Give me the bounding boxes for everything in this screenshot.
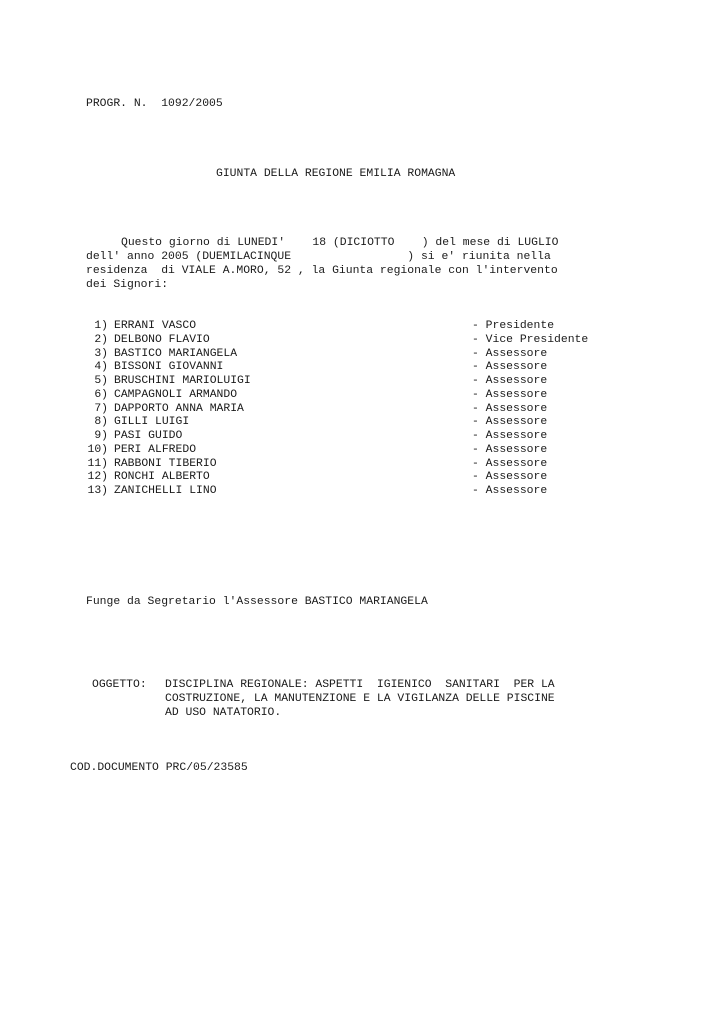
member-row [0, 416, 724, 430]
member-number: 8) [94, 416, 108, 429]
member-row [0, 375, 724, 389]
member-role: - Assessore [472, 375, 548, 387]
member-role: - Assessore [472, 416, 548, 429]
member-name: PERI ALFREDO [114, 443, 197, 456]
member-row [0, 444, 724, 458]
subject-label: OGGETTO: [92, 679, 147, 691]
intro-line-4: dei Signori: [86, 279, 169, 291]
member-name: RONCHI ALBERTO [114, 471, 210, 484]
member-role: - Assessore [472, 361, 548, 374]
member-role: - Presidente [472, 320, 555, 332]
member-row [0, 485, 724, 499]
subject-line-2: COSTRUZIONE, LA MANUTENZIONE E LA VIGILANZA DELLE PISCINE [165, 693, 555, 705]
document-code: COD.DOCUMENTO PRC/05/23585 [70, 762, 248, 774]
member-name: PASI GUIDO [114, 430, 183, 442]
member-number: 6) [94, 388, 108, 401]
secretary-line: Funge da Segretario l'Assessore BASTICO MARIANGELA [86, 596, 428, 608]
member-name: CAMPAGNOLI ARMANDO [114, 388, 238, 401]
member-role: - Assessore [472, 430, 548, 442]
progr-number: PROGR. N. 1092/2005 [86, 98, 223, 110]
member-number: 4) [94, 361, 108, 374]
member-name: GILLI LUIGI [114, 416, 190, 429]
subject-line-3: AD USO NATATORIO. [165, 707, 282, 719]
member-role: - Assessore [472, 471, 548, 484]
member-number: 1) [94, 320, 108, 332]
member-row [0, 320, 724, 334]
member-row [0, 348, 724, 362]
member-role: - Vice Presidente [472, 333, 589, 346]
intro-line-2: dell' anno 2005 (DUEMILACINQUE ) si e' riunita nella [86, 251, 551, 263]
member-number: 11) [87, 457, 108, 470]
member-row [0, 430, 724, 444]
member-role: - Assessore [472, 443, 548, 456]
document-title: GIUNTA DELLA REGIONE EMILIA ROMAGNA [216, 168, 456, 180]
member-row [0, 389, 724, 403]
member-row [0, 458, 724, 472]
member-row [0, 471, 724, 485]
subject-line-1: DISCIPLINA REGIONALE: ASPETTI IGIENICO SANITARI PER LA [165, 679, 555, 691]
member-name: RABBONI TIBERIO [114, 457, 217, 470]
member-name: DAPPORTO ANNA MARIA [114, 402, 244, 415]
member-number: 9) [94, 430, 108, 442]
member-number: 10) [87, 443, 108, 456]
member-name: DELBONO FLAVIO [114, 333, 210, 346]
member-row [0, 403, 724, 417]
member-role: - Assessore [472, 485, 548, 497]
member-name: ERRANI VASCO [114, 320, 197, 332]
member-number: 7) [94, 402, 108, 415]
member-row [0, 361, 724, 375]
member-name: BASTICO MARIANGELA [114, 347, 238, 360]
member-number: 13) [87, 485, 108, 497]
member-row [0, 334, 724, 348]
intro-line-1: Questo giorno di LUNEDI' 18 (DICIOTTO ) del mese di LUGLIO [121, 237, 559, 249]
member-role: - Assessore [472, 347, 548, 360]
member-role: - Assessore [472, 388, 548, 401]
member-role: - Assessore [472, 402, 548, 415]
member-number: 5) [94, 375, 108, 387]
member-name: BISSONI GIOVANNI [114, 361, 224, 374]
member-role: - Assessore [472, 457, 548, 470]
member-number: 12) [87, 471, 108, 484]
member-number: 2) [94, 333, 108, 346]
intro-line-3: residenza di VIALE A.MORO, 52 , la Giunta regionale con l'intervento [86, 265, 558, 277]
member-name: ZANICHELLI LINO [114, 485, 217, 497]
member-number: 3) [94, 347, 108, 360]
member-name: BRUSCHINI MARIOLUIGI [114, 375, 251, 387]
